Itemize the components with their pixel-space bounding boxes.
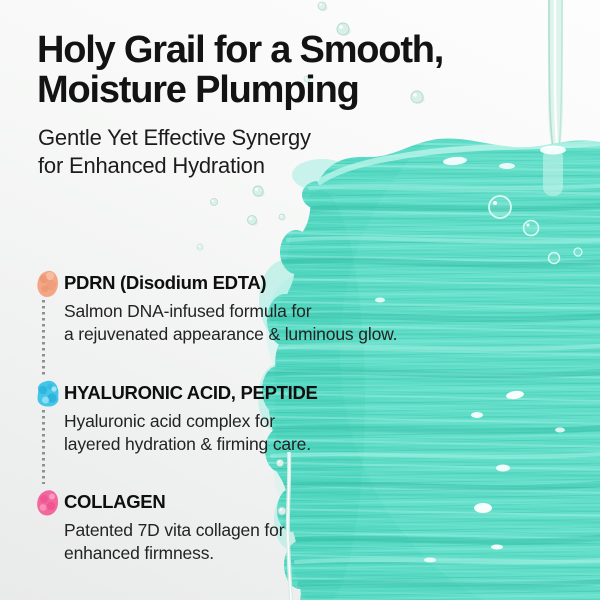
watercolor-dot-pink-icon (35, 489, 61, 517)
ingredient-description: Salmon DNA-infused formula for a rejuvenated appearance & luminous glow. (64, 301, 398, 344)
subtitle-line: for Enhanced Hydration (38, 153, 265, 178)
page-subtitle (38, 124, 311, 180)
pour-stream (548, 0, 563, 150)
ingredient-name: PDRN (Disodium EDTA) (64, 272, 267, 293)
ingredient-description: Patented 7D vita collagen for enhanced firmness. (64, 520, 285, 563)
ingredient-name: HYALURONIC ACID, PEPTIDE (64, 382, 318, 403)
title-line: Holy Grail for a Smooth, (37, 29, 444, 71)
title-line: Moisture Plumping (37, 69, 359, 111)
ingredient-callout-hyaluronic (36, 380, 456, 455)
ingredient-description: Hyaluronic acid complex for layered hydration & firming care. (64, 411, 311, 454)
watercolor-dot-blue-icon (35, 380, 61, 408)
ingredient-callout-pdrn (36, 270, 456, 345)
ingredient-callout-collagen (36, 489, 456, 564)
ingredient-name: COLLAGEN (64, 491, 166, 512)
subtitle-line: Gentle Yet Effective Synergy (38, 125, 311, 150)
watercolor-dot-orange-icon (35, 270, 61, 298)
page-title (37, 30, 443, 110)
